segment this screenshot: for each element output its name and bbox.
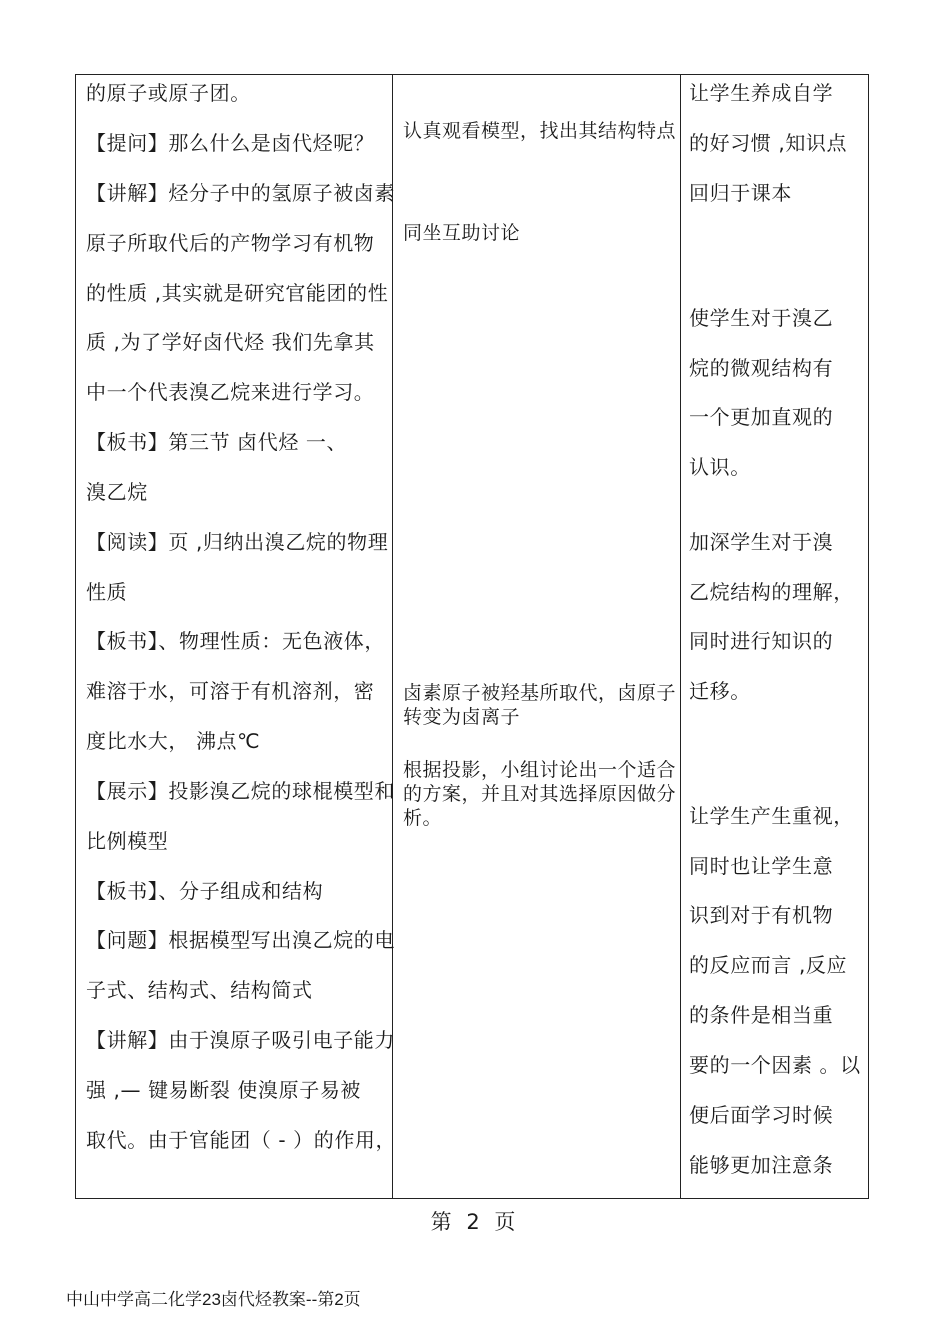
design-intent-line: 使学生对于溴乙 [689, 306, 834, 330]
teacher-activity-line: 【提问】那么什么是卤代烃呢？ [86, 131, 375, 155]
design-intent-line: 回归于课本 [689, 181, 792, 205]
design-intent-line: 一个更加直观的 [689, 405, 834, 429]
teacher-activity-line: 中一个代表溴乙烷来进行学习。 [86, 380, 375, 404]
teacher-activity-line: 【讲解】烃分子中的氢原子被卤素 [86, 181, 395, 205]
teacher-activity-line: 难溶于水，可溶于有机溶剂，密 [86, 679, 375, 703]
teacher-activity-line: 原子所取代后的产物学习有机物 [86, 231, 375, 255]
teacher-activity-line: 【板书】、分子组成和结构 [86, 879, 324, 903]
student-activity-note: 卤素原子被羟基所取代，卤原子转变为卤离子 [403, 682, 677, 728]
design-intent-line: 同时进行知识的 [689, 629, 834, 653]
teacher-activity-line: 【问题】根据模型写出溴乙烷的电 [86, 928, 395, 952]
teacher-activity-line: 【讲解】由于溴原子吸引电子能力 [86, 1028, 395, 1052]
teacher-activity-line: 取代。由于官能团（ - ）的作用， [86, 1128, 397, 1152]
design-intent-line: 的反应而言 ,反应 [689, 953, 848, 977]
design-intent-line: 烷的微观结构有 [689, 356, 834, 380]
teacher-activity-line: 性质 [86, 580, 128, 604]
design-intent-line: 让学生养成自学 [689, 81, 834, 105]
design-intent-line: 要的一个因素 。以 [689, 1053, 861, 1077]
student-activity-note: 根据投影，小组讨论出一个适合的方案，并且对其选择原因做分析。 [403, 759, 677, 829]
teacher-activity-line: 【板书】第三节 卤代烃 一、 [86, 430, 348, 454]
teacher-activity-line: 【展示】投影溴乙烷的球棍模型和 [86, 779, 395, 803]
design-intent-line: 加深学生对于溴 [689, 530, 834, 554]
student-activity-note: 同坐互助讨论 [403, 222, 521, 244]
design-intent-line: 的条件是相当重 [689, 1003, 834, 1027]
teacher-activity-line: 质 ,为了学好卤代烃 我们先拿其 [86, 330, 375, 354]
design-intent-line: 同时也让学生意 [689, 854, 834, 878]
design-intent-line: 让学生产生重视， [689, 804, 854, 828]
teacher-activity-line: 的原子或原子团。 [86, 81, 251, 105]
design-intent-line: 认识。 [689, 455, 751, 479]
page-number: 第 2 页 [430, 1210, 520, 1234]
design-intent-line: 能够更加注意条 [689, 1153, 834, 1177]
teacher-activity-line: 的性质 ,其实就是研究官能团的性 [86, 281, 389, 305]
student-activity-note: 认真观看模型，找出其结构特点 [403, 120, 677, 142]
teacher-activity-line: 【阅读】页 ,归纳出溴乙烷的物理 [86, 530, 389, 554]
teacher-activity-line: 比例模型 [86, 829, 169, 853]
teacher-activity-line: 强 ,— 键易断裂 使溴原子易被 [86, 1078, 362, 1102]
design-intent-line: 识到对于有机物 [689, 903, 834, 927]
teacher-activity-line: 【板书】、物理性质：无色液体， [86, 629, 385, 653]
design-intent-line: 便后面学习时候 [689, 1103, 834, 1127]
footer-caption: 中山中学高二化学23卤代烃教案--第2页 [66, 1290, 361, 1309]
lesson-plan-table [75, 74, 869, 1199]
design-intent-line: 乙烷结构的理解， [689, 580, 854, 604]
teacher-activity-line: 溴乙烷 [86, 480, 148, 504]
design-intent-line: 的好习惯 ,知识点 [689, 131, 848, 155]
teacher-activity-line: 子式、结构式、结构简式 [86, 978, 313, 1002]
teacher-activity-line: 度比水大， 沸点℃ [86, 729, 261, 753]
design-intent-line: 迁移。 [689, 679, 751, 703]
